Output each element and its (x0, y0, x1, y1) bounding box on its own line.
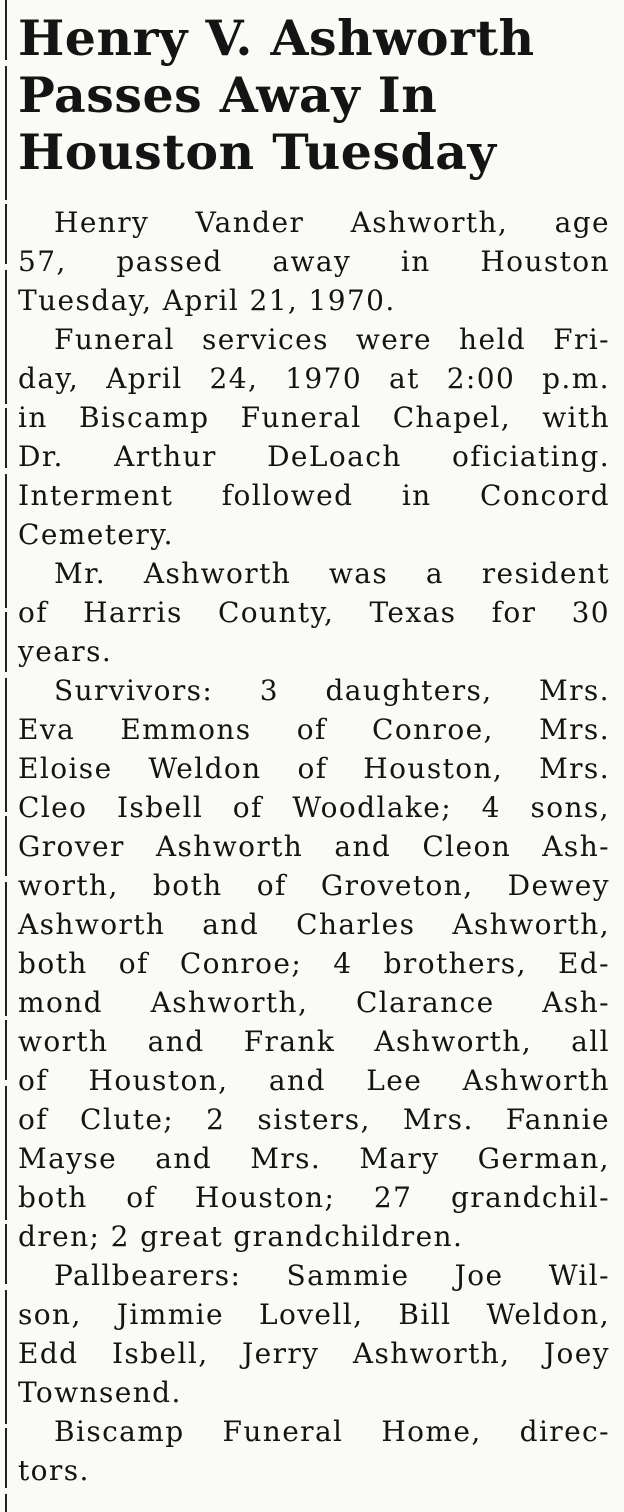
text-line: Ashworth and Charles Ashworth, (18, 908, 610, 941)
headline-line: Henry V. Ashworth (18, 9, 535, 67)
text-line: Eva Emmons of Conroe, Mrs. (18, 713, 610, 746)
text-line: Cleo Isbell of Woodlake; 4 sons, (18, 791, 610, 824)
paragraph-survivors (18, 671, 610, 1256)
headline-line: Passes Away In (18, 66, 438, 124)
text-line: dren; 2 great grandchildren. (18, 1220, 464, 1253)
text-line: Dr. Arthur DeLoach oficiating. (18, 440, 610, 473)
text-line: Grover Ashworth and Cleon Ash- (18, 830, 610, 863)
text-line: Townsend. (18, 1376, 182, 1409)
paragraph-pallbearers (18, 1256, 610, 1412)
column-rule (5, 0, 7, 1512)
text-line: both of Houston; 27 grandchil- (18, 1181, 610, 1214)
paragraph-directors (18, 1412, 610, 1490)
text-line: day, April 24, 1970 at 2:00 p.m. (18, 362, 610, 395)
text-line: Survivors: 3 daughters, Mrs. (54, 674, 610, 707)
text-line: Cemetery. (18, 518, 174, 551)
article-body (18, 203, 610, 1490)
text-line: of Clute; 2 sisters, Mrs. Fannie (18, 1103, 610, 1136)
text-line: Mayse and Mrs. Mary German, (18, 1142, 610, 1175)
text-line: Henry Vander Ashworth, age (54, 206, 610, 239)
text-line: Funeral services were held Fri- (54, 323, 610, 356)
headline-line: Houston Tuesday (18, 123, 497, 181)
headline (18, 10, 610, 181)
text-line: tors. (18, 1454, 90, 1487)
paragraph-funeral-services (18, 320, 610, 554)
text-line: Interment followed in Concord (18, 479, 610, 512)
text-line: Edd Isbell, Jerry Ashworth, Joey (18, 1337, 610, 1370)
obituary-article (18, 10, 610, 1490)
paragraph-death-notice (18, 203, 610, 320)
text-line: of Houston, and Lee Ashworth (18, 1064, 610, 1097)
text-line: 57, passed away in Houston (18, 245, 610, 278)
text-line: Eloise Weldon of Houston, Mrs. (18, 752, 610, 785)
paragraph-residence (18, 554, 610, 671)
text-line: both of Conroe; 4 brothers, Ed- (18, 947, 610, 980)
text-line: Biscamp Funeral Home, direc- (54, 1415, 610, 1448)
text-line: worth and Frank Ashworth, all (18, 1025, 610, 1058)
text-line: of Harris County, Texas for 30 (18, 596, 610, 629)
text-line: worth, both of Groveton, Dewey (18, 869, 610, 902)
text-line: mond Ashworth, Clarance Ash- (18, 986, 610, 1019)
text-line: years. (18, 635, 113, 668)
text-line: Pallbearers: Sammie Joe Wil- (54, 1259, 610, 1292)
text-line: Mr. Ashworth was a resident (54, 557, 610, 590)
text-line: Tuesday, April 21, 1970. (18, 284, 396, 317)
text-line: son, Jimmie Lovell, Bill Weldon, (18, 1298, 610, 1331)
text-line: in Biscamp Funeral Chapel, with (18, 401, 610, 434)
